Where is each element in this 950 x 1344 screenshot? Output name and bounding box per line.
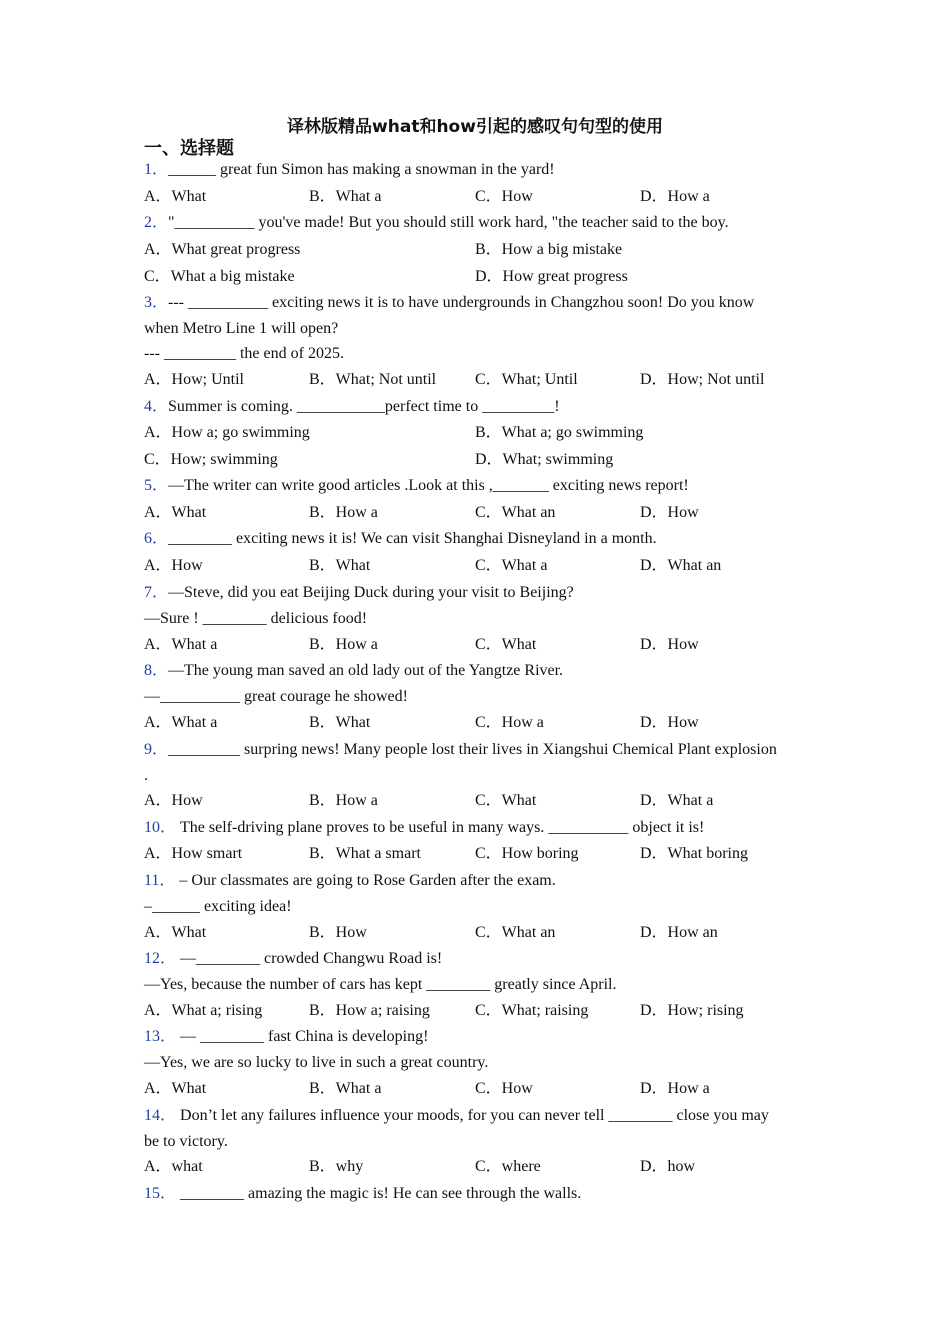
answer-option[interactable]: C．What an <box>475 504 556 521</box>
answer-option[interactable]: B．What a <box>309 1080 382 1097</box>
answer-option[interactable]: C．How; swimming <box>144 451 278 468</box>
answer-option[interactable]: D．What; swimming <box>475 451 614 468</box>
answer-option[interactable]: D．How great progress <box>475 268 628 285</box>
answer-option[interactable]: D．How a <box>640 188 710 205</box>
answer-option[interactable]: B．How a <box>309 636 378 653</box>
question-stem <box>144 397 560 417</box>
question-number: 12． <box>144 950 177 967</box>
answer-option[interactable]: D．What boring <box>640 845 748 862</box>
question-text: —________ crowded Changwu Road is! <box>180 950 443 967</box>
answer-option[interactable]: D．How <box>640 714 699 731</box>
question-text: —Yes, because the number of cars has kept ________ greatly since April. <box>144 976 617 993</box>
question-text: —Sure ! ________ delicious food! <box>144 610 368 627</box>
question-line <box>144 609 367 629</box>
answer-option[interactable]: A．what <box>144 1158 203 1175</box>
question-text: _________ surpring news! Many people lost their lives in Xiangshui Chemical Plant explosion <box>168 741 777 758</box>
answer-option[interactable]: A．What great progress <box>144 241 301 258</box>
question-stem <box>144 818 704 838</box>
question-stem <box>144 1184 581 1204</box>
answer-option[interactable]: A．How <box>144 557 203 574</box>
question-number: 4． <box>144 398 169 415</box>
page-title: 译林版精品what和how引起的感叹句句型的使用 <box>287 117 663 137</box>
answer-option[interactable]: C．What <box>475 792 537 809</box>
question-stem <box>144 529 657 549</box>
question-number: 10． <box>144 819 177 836</box>
question-stem <box>144 661 563 681</box>
question-number: 7． <box>144 584 169 601</box>
question-text: The self-driving plane proves to be useful in many ways. __________ object it is! <box>180 819 705 836</box>
question-text: ________ exciting news it is! We can visit Shanghai Disneyland in a month. <box>168 530 657 547</box>
answer-option[interactable]: B．How a <box>309 792 378 809</box>
answer-option[interactable]: C．How a <box>475 714 544 731</box>
question-text: be to victory. <box>144 1133 228 1150</box>
question-text: —Steve, did you eat Beijing Duck during your visit to Beijing? <box>168 584 574 601</box>
question-text: when Metro Line 1 will open? <box>144 320 339 337</box>
answer-option[interactable]: B．What; Not until <box>309 371 437 388</box>
answer-option[interactable]: B．What <box>309 557 371 574</box>
question-line <box>144 687 408 707</box>
answer-option[interactable]: A．What a <box>144 714 218 731</box>
answer-option[interactable]: C．What a <box>475 557 548 574</box>
answer-option[interactable]: A．What <box>144 188 207 205</box>
question-line <box>144 766 148 786</box>
question-number: 15． <box>144 1185 177 1202</box>
answer-option[interactable]: A．How; Until <box>144 371 245 388</box>
answer-option[interactable]: A．What <box>144 1080 207 1097</box>
answer-option[interactable]: C．What an <box>475 924 556 941</box>
question-text: Summer is coming. ___________perfect time to _________! <box>168 398 560 415</box>
answer-option[interactable]: A．What <box>144 924 207 941</box>
answer-option[interactable]: D．How an <box>640 924 718 941</box>
answer-option[interactable]: A．What <box>144 504 207 521</box>
question-line <box>144 1053 488 1073</box>
answer-option[interactable]: B．What a smart <box>309 845 421 862</box>
answer-option[interactable]: A．What a; rising <box>144 1002 263 1019</box>
answer-option[interactable]: B．How a big mistake <box>475 241 623 258</box>
question-stem <box>144 1106 769 1126</box>
question-text: . <box>144 767 148 784</box>
answer-option[interactable]: B．What <box>309 714 371 731</box>
question-line <box>144 975 616 995</box>
answer-option[interactable]: A．How smart <box>144 845 243 862</box>
question-text: ______ great fun Simon has making a snowman in the yard! <box>168 161 555 178</box>
answer-option[interactable]: D．How; rising <box>640 1002 744 1019</box>
question-text: Don’t let any failures influence your moods, for you can never tell ________ close you may <box>180 1107 769 1124</box>
answer-option[interactable]: B．What a; go swimming <box>475 424 644 441</box>
answer-option[interactable]: C．How <box>475 188 533 205</box>
answer-option[interactable]: C．What <box>475 636 537 653</box>
question-text: – Our classmates are going to Rose Garden after the exam. <box>179 872 556 889</box>
question-number: 6． <box>144 530 169 547</box>
question-line <box>144 1132 228 1152</box>
question-text: —The writer can write good articles .Look at this ,_______ exciting news report! <box>168 477 689 494</box>
question-stem <box>144 949 442 969</box>
answer-option[interactable]: C．How boring <box>475 845 579 862</box>
section-heading: 一、选择题 <box>144 138 234 159</box>
answer-option[interactable]: C．How <box>475 1080 533 1097</box>
question-text: —Yes, we are so lucky to live in such a great country. <box>144 1054 489 1071</box>
answer-option[interactable]: D．How; Not until <box>640 371 765 388</box>
answer-option[interactable]: B．why <box>309 1158 364 1175</box>
answer-option[interactable]: D．how <box>640 1158 696 1175</box>
question-text: "__________ you've made! But you should still work hard, "the teacher said to the boy. <box>168 214 729 231</box>
question-stem <box>144 213 729 233</box>
question-number: 1． <box>144 161 169 178</box>
question-text: — ________ fast China is developing! <box>180 1028 429 1045</box>
question-number: 5． <box>144 477 169 494</box>
question-line <box>144 319 338 339</box>
question-text: —The young man saved an old lady out of the Yangtze River. <box>168 662 564 679</box>
question-stem <box>144 293 754 313</box>
question-number: 9． <box>144 741 169 758</box>
answer-option[interactable]: C．where <box>475 1158 541 1175</box>
answer-option[interactable]: C．What; raising <box>475 1002 589 1019</box>
question-number: 14． <box>144 1107 177 1124</box>
question-text: --- _________ the end of 2025. <box>144 345 344 362</box>
question-number: 13． <box>144 1028 177 1045</box>
question-line <box>144 897 292 917</box>
question-number: 2． <box>144 214 169 231</box>
answer-option[interactable]: D．How <box>640 636 699 653</box>
question-stem <box>144 476 689 496</box>
question-number: 3． <box>144 294 169 311</box>
question-text: ________ amazing the magic is! He can see through the walls. <box>180 1185 582 1202</box>
answer-option[interactable]: D．What an <box>640 557 722 574</box>
answer-option[interactable]: C．What; Until <box>475 371 578 388</box>
answer-option[interactable]: B．How a; raising <box>309 1002 430 1019</box>
question-number: 8． <box>144 662 169 679</box>
answer-option[interactable]: B．How a <box>309 504 378 521</box>
answer-option[interactable]: C．What a big mistake <box>144 268 295 285</box>
question-text: --- __________ exciting news it is to have undergrounds in Changzhou soon! Do you know <box>168 294 755 311</box>
question-stem <box>144 583 574 603</box>
answer-option[interactable]: A．What a <box>144 636 218 653</box>
answer-option[interactable]: D．What a <box>640 792 714 809</box>
question-stem <box>144 871 556 891</box>
question-stem <box>144 160 555 180</box>
question-line <box>144 344 344 364</box>
answer-option[interactable]: A．How <box>144 792 203 809</box>
question-text: –______ exciting idea! <box>144 898 292 915</box>
answer-option[interactable]: D．How <box>640 504 699 521</box>
question-number: 11． <box>144 872 176 889</box>
answer-option[interactable]: D．How a <box>640 1080 710 1097</box>
answer-option[interactable]: B．What a <box>309 188 382 205</box>
question-stem <box>144 740 777 760</box>
question-stem <box>144 1027 428 1047</box>
answer-option[interactable]: A．How a; go swimming <box>144 424 310 441</box>
answer-option[interactable]: B．How <box>309 924 367 941</box>
question-text: —__________ great courage he showed! <box>144 688 408 705</box>
